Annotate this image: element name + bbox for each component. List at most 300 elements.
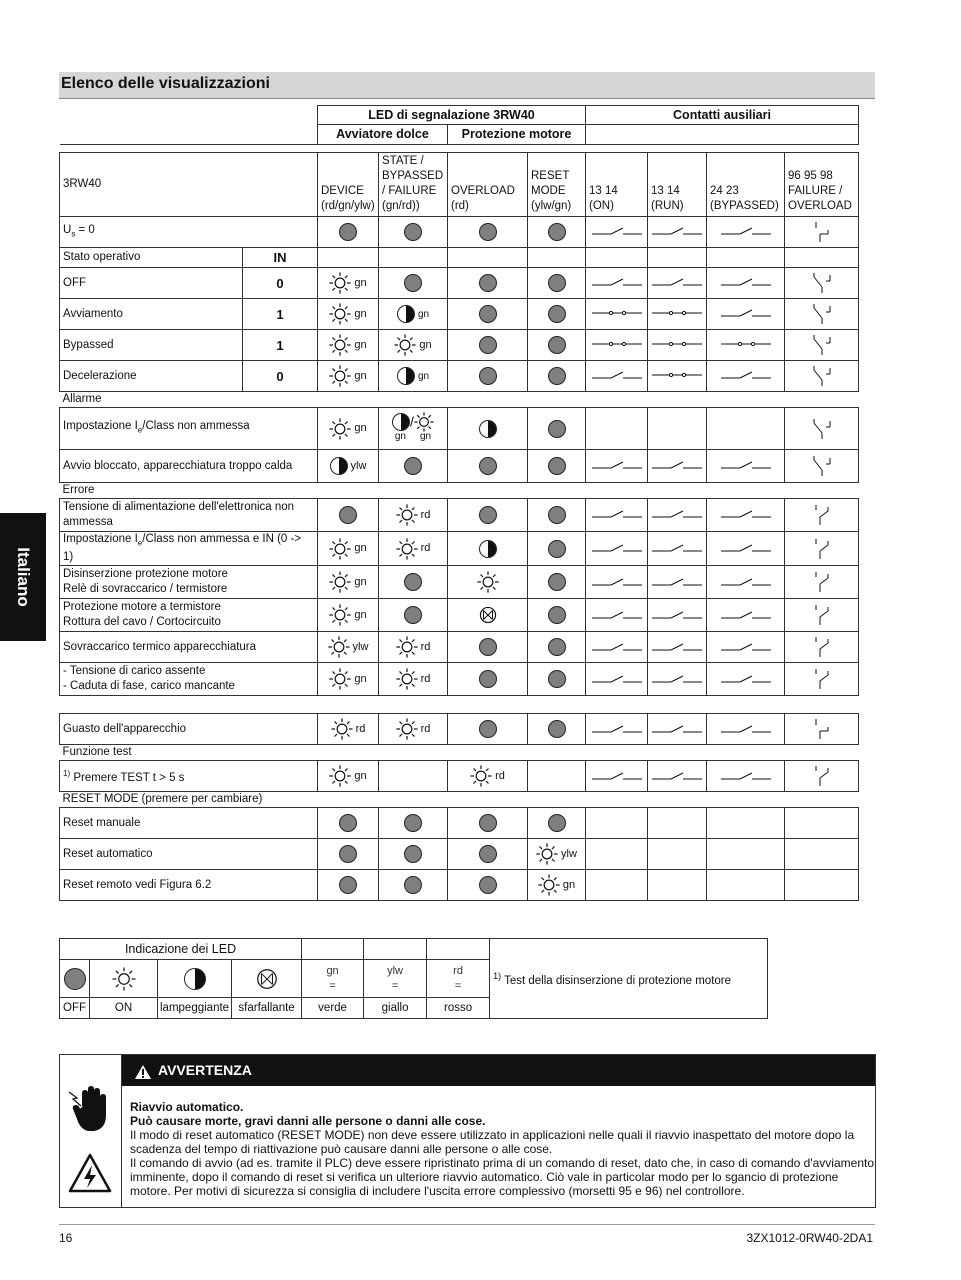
- switch-open-icon: [720, 276, 772, 288]
- led-cell: [448, 870, 528, 901]
- led-table: [59, 105, 859, 901]
- led-off-icon: [404, 606, 422, 624]
- section-label: Allarme: [60, 392, 318, 408]
- warning-box: [59, 1054, 876, 1208]
- contact-cell: [648, 839, 707, 870]
- led-off-icon: [479, 367, 497, 385]
- failure-contact-ok-icon: [808, 333, 836, 357]
- led-on-icon: [329, 272, 351, 294]
- led-cell: gn: [528, 870, 586, 901]
- table-row: [60, 599, 859, 632]
- led-off-icon: [548, 540, 566, 558]
- led-cell: rd: [448, 761, 528, 792]
- row-header-label: 3RW40: [60, 153, 318, 217]
- contact-cell: [586, 839, 648, 870]
- contact-cell: [707, 361, 785, 392]
- failure-contact-idle-icon: [808, 717, 836, 741]
- led-cell: [448, 599, 528, 632]
- led-cell: [528, 450, 586, 483]
- table-row: [60, 663, 859, 696]
- led-off-icon: [479, 670, 497, 688]
- failure-contact-ok-icon: [808, 271, 836, 295]
- led-cell: [379, 599, 448, 632]
- contact-cell: [648, 714, 707, 745]
- led-off-icon: [548, 367, 566, 385]
- switch-open-icon: [720, 542, 772, 554]
- led-cell: [379, 217, 448, 248]
- soft-starter-header: Avviatore dolce: [318, 125, 448, 145]
- led-on-icon: [396, 718, 418, 740]
- legend-on-icon: [90, 960, 158, 998]
- switch-open-icon: [720, 770, 772, 782]
- led-off-icon: [479, 876, 497, 894]
- contact-cell: [785, 299, 859, 330]
- row-label: Guasto dell'apparecchio: [60, 714, 318, 745]
- led-on-icon: [538, 874, 560, 896]
- led-blink-icon: [479, 420, 497, 438]
- failure-contact-ok-icon: [808, 302, 836, 326]
- page-title: Elenco delle visualizzazioni: [61, 75, 270, 92]
- switch-open-icon: [720, 225, 772, 237]
- contact-cell: [785, 761, 859, 792]
- led-on-icon: [477, 571, 499, 593]
- contact-cell: [586, 217, 648, 248]
- table-row: [60, 714, 859, 745]
- contact-cell: [707, 761, 785, 792]
- led-cell: ylw: [318, 632, 379, 663]
- led-cell: [379, 268, 448, 299]
- contact-cell: [648, 268, 707, 299]
- legend-rd-name: rosso: [427, 998, 490, 1019]
- contact-cell: [707, 839, 785, 870]
- contact-cell: [785, 268, 859, 299]
- switch-open-icon: [720, 369, 772, 381]
- led-cell: [528, 808, 586, 839]
- failure-contact-tripped-icon: [808, 570, 836, 594]
- led-cell: [528, 499, 586, 532]
- led-off-icon: [339, 845, 357, 863]
- legend-on-label: ON: [90, 998, 158, 1019]
- table-row: [60, 870, 859, 901]
- led-cell: [528, 217, 586, 248]
- switch-open-icon: [591, 609, 643, 621]
- in-value: 1: [243, 330, 318, 361]
- led-on-icon: [329, 418, 351, 440]
- led-cell: rd: [318, 714, 379, 745]
- led-cell: gn: [318, 761, 379, 792]
- table-row: [60, 839, 859, 870]
- column-header-5: 13 14 (RUN): [648, 153, 707, 217]
- led-off-icon: [479, 506, 497, 524]
- contact-cell: [586, 599, 648, 632]
- contact-cell: [648, 761, 707, 792]
- electric-hand-icon: [68, 1085, 112, 1137]
- contact-cell: [707, 532, 785, 566]
- led-cell: gn: [379, 330, 448, 361]
- page-number: 16: [59, 1231, 73, 1245]
- warning-body: Il modo di reset automatico (RESET MODE) non deve essere utilizzato in applicazioni nelle quali il riavvio inaspettato del motore dopo la scadenza del tempo di riattivazione può causare danni alle persone o alle cose. Il comando di avvio (ad es. tramite il PLC) deve essere ripristinato prima di un comando di reset, dato che, in caso di comando d'avviamento imminente, dopo il comando di reset si verifica un ulteriore riavvio automatico. Ciò vale in particolar modo per lo sgancio di protezione motore. Per motivi di sicurezza si consiglia di includere l'uscita errore complessivo (morsetti 95 e 96) nel controllore.: [130, 1128, 874, 1198]
- contact-cell: [586, 450, 648, 483]
- contact-cell: [785, 217, 859, 248]
- led-cell: [528, 330, 586, 361]
- table-row: [60, 330, 859, 361]
- led-off-icon: [404, 845, 422, 863]
- contact-cell: [648, 632, 707, 663]
- legend-title: Indicazione dei LED: [60, 939, 302, 960]
- contact-cell: [586, 499, 648, 532]
- table-row: [60, 408, 859, 450]
- switch-open-icon: [591, 369, 643, 381]
- led-off-icon: [339, 876, 357, 894]
- failure-contact-tripped-icon: [808, 537, 836, 561]
- contact-cell: [785, 714, 859, 745]
- switch-open-icon: [720, 723, 772, 735]
- led-on-icon: [329, 334, 351, 356]
- led-cell: [528, 632, 586, 663]
- row-label: Avvio bloccato, apparecchiatura troppo calda: [60, 450, 318, 483]
- led-cell: [448, 408, 528, 450]
- led-cell: gn: [379, 299, 448, 330]
- led-cell: gn: [318, 663, 379, 696]
- led-cell: [528, 408, 586, 450]
- contact-cell: [707, 714, 785, 745]
- section-row: [60, 745, 859, 761]
- led-off-icon: [548, 720, 566, 738]
- legend-gn-code: gn: [326, 964, 339, 977]
- led-cell: [448, 808, 528, 839]
- switch-open-icon: [720, 307, 772, 319]
- led-cell: gn: [318, 408, 379, 450]
- contact-cell: [586, 566, 648, 599]
- section-label: Errore: [60, 483, 318, 499]
- led-cell: ylw: [528, 839, 586, 870]
- led-cell: gn: [379, 361, 448, 392]
- warning-heading: AVVERTENZA: [158, 1062, 252, 1078]
- led-cell: [448, 532, 528, 566]
- failure-contact-tripped-icon: [808, 764, 836, 788]
- contact-cell: [785, 663, 859, 696]
- contact-cell: [707, 330, 785, 361]
- switch-closed-icon: [651, 307, 703, 319]
- legend-rd-code: rd: [453, 964, 463, 977]
- switch-open-icon: [651, 276, 703, 288]
- switch-open-icon: [591, 459, 643, 471]
- led-off-icon: [479, 457, 497, 475]
- switch-closed-icon: [651, 338, 703, 350]
- in-value: 1: [243, 299, 318, 330]
- led-off-icon: [548, 274, 566, 292]
- led-cell: [528, 599, 586, 632]
- led-cell: [448, 632, 528, 663]
- row-label: Reset manuale: [60, 808, 318, 839]
- switch-open-icon: [720, 459, 772, 471]
- led-on-icon: [328, 636, 350, 658]
- led-off-icon: [548, 457, 566, 475]
- row-label: Decelerazione: [60, 361, 243, 392]
- row-label: Protezione motore a termistore Rottura del cavo / Cortocircuito: [60, 599, 318, 632]
- contact-cell: [648, 663, 707, 696]
- row-label: $^{1)}$ Premere TEST t > 5 s: [60, 761, 318, 792]
- row-label: - Tensione di carico assente - Caduta di fase, carico mancante: [60, 663, 318, 696]
- contact-cell: [586, 870, 648, 901]
- led-off-icon: [548, 223, 566, 241]
- led-cell: [448, 268, 528, 299]
- table-row: [60, 532, 859, 566]
- switch-closed-icon: [651, 369, 703, 381]
- row-label: Bypassed: [60, 330, 243, 361]
- table-row: [60, 248, 859, 268]
- contact-cell: [707, 663, 785, 696]
- failure-contact-tripped-icon: [808, 635, 836, 659]
- section-row: [60, 792, 859, 808]
- led-blink-icon: [392, 413, 410, 431]
- led-off-icon: [339, 814, 357, 832]
- led-on-icon: [414, 412, 434, 432]
- contact-cell: [586, 299, 648, 330]
- led-on-icon: [396, 504, 418, 526]
- contact-cell: [785, 450, 859, 483]
- contact-cell: [707, 408, 785, 450]
- switch-open-icon: [651, 542, 703, 554]
- contact-cell: [648, 408, 707, 450]
- legend-gn-name: verde: [302, 998, 364, 1019]
- switch-open-icon: [720, 641, 772, 653]
- section-row: [60, 483, 859, 499]
- led-cell: [448, 499, 528, 532]
- led-on-icon: [329, 538, 351, 560]
- led-off-icon: [404, 814, 422, 832]
- contact-cell: [586, 268, 648, 299]
- led-cell: gn: [318, 268, 379, 299]
- led-cell: gn: [318, 330, 379, 361]
- warning-line1: Riavvio automatico.: [130, 1100, 244, 1114]
- legend-off-label: OFF: [60, 998, 90, 1019]
- in-value: 0: [243, 361, 318, 392]
- led-on-icon: [329, 765, 351, 787]
- warning-line2: Può causare morte, gravi danni alle persone o danni alle cose.: [130, 1114, 486, 1128]
- contact-cell: [586, 761, 648, 792]
- led-cell: / gn gn: [379, 408, 448, 450]
- led-on-icon: [394, 334, 416, 356]
- legend-ylw-code: ylw: [387, 964, 403, 977]
- led-on-icon: [112, 967, 136, 991]
- contact-cell: [707, 217, 785, 248]
- in-value: 0: [243, 268, 318, 299]
- contact-cell: [586, 532, 648, 566]
- switch-open-icon: [651, 459, 703, 471]
- switch-open-icon: [591, 641, 643, 653]
- led-on-icon: [329, 365, 351, 387]
- led-cell: gn: [318, 361, 379, 392]
- table-row: [60, 499, 859, 532]
- contact-cell: [785, 870, 859, 901]
- failure-contact-tripped-icon: [808, 667, 836, 691]
- led-flicker-icon: [479, 606, 497, 624]
- footer-divider: [59, 1224, 875, 1225]
- led-on-icon: [329, 604, 351, 626]
- switch-open-icon: [651, 576, 703, 588]
- document-code: 3ZX1012-0RW40-2DA1: [746, 1231, 873, 1245]
- legend-footnote: Test della disinserzione di protezione motore: [504, 974, 732, 987]
- row-label: Impostazione $I_e$/Class non ammessa: [60, 408, 318, 450]
- legend-ylw-name: giallo: [364, 998, 427, 1019]
- contact-cell: [648, 532, 707, 566]
- page-title-bar: [59, 72, 875, 99]
- switch-open-icon: [720, 508, 772, 520]
- contact-cell: [648, 808, 707, 839]
- led-blink-icon: [479, 540, 497, 558]
- led-off-icon: [479, 638, 497, 656]
- contact-cell: [707, 599, 785, 632]
- led-cell: [448, 330, 528, 361]
- failure-contact-tripped-icon: [808, 603, 836, 627]
- contact-cell: [648, 599, 707, 632]
- led-off-icon: [479, 814, 497, 832]
- column-header-0: DEVICE (rd/gn/ylw): [318, 153, 379, 217]
- row-label: Reset automatico: [60, 839, 318, 870]
- switch-open-icon: [651, 641, 703, 653]
- led-off-icon: [479, 274, 497, 292]
- led-blink-icon: [330, 457, 348, 475]
- failure-contact-ok-icon: [808, 364, 836, 388]
- contact-cell: [586, 632, 648, 663]
- led-cell: rd: [379, 499, 448, 532]
- table-row: [60, 808, 859, 839]
- switch-open-icon: [591, 225, 643, 237]
- led-cell: [448, 566, 528, 599]
- contact-cell: [648, 870, 707, 901]
- led-cell: [379, 566, 448, 599]
- contact-cell: [707, 499, 785, 532]
- led-off-icon: [404, 876, 422, 894]
- led-cell: [528, 361, 586, 392]
- column-header-7: 96 95 98 FAILURE / OVERLOAD: [785, 153, 859, 217]
- column-header-6: 24 23 (BYPASSED): [707, 153, 785, 217]
- failure-contact-ok-icon: [808, 417, 836, 441]
- led-on-icon: [396, 636, 418, 658]
- table-row: [60, 761, 859, 792]
- contact-cell: [785, 361, 859, 392]
- contact-cell: [707, 808, 785, 839]
- led-off-icon: [548, 305, 566, 323]
- failure-contact-idle-icon: [808, 220, 836, 244]
- led-cell: [448, 217, 528, 248]
- led-cell: rd: [379, 632, 448, 663]
- table-row: [60, 566, 859, 599]
- section-label: RESET MODE (premere per cambiare): [60, 792, 318, 808]
- switch-open-icon: [720, 609, 772, 621]
- contact-cell: [707, 566, 785, 599]
- led-on-icon: [536, 843, 558, 865]
- table-row: [60, 299, 859, 330]
- table-row: [60, 450, 859, 483]
- led-on-icon: [470, 765, 492, 787]
- contact-cell: [785, 599, 859, 632]
- column-header-3: RESET MODE (ylw/gn): [528, 153, 586, 217]
- led-cell: [448, 714, 528, 745]
- section-label: Funzione test: [60, 745, 318, 761]
- section-row: [60, 392, 859, 408]
- footnote-mark: 1): [493, 970, 502, 981]
- switch-closed-icon: [591, 338, 643, 350]
- contact-cell: [785, 566, 859, 599]
- row-label: Avviamento: [60, 299, 243, 330]
- warning-triangle-icon: [134, 1064, 152, 1080]
- switch-closed-icon: [720, 338, 772, 350]
- led-blink-icon: [397, 367, 415, 385]
- contact-cell: [648, 361, 707, 392]
- led-cell: [528, 566, 586, 599]
- switch-open-icon: [651, 225, 703, 237]
- row-label: Sovraccarico termico apparecchiatura: [60, 632, 318, 663]
- led-flicker-icon: [256, 968, 278, 990]
- led-cell: [379, 839, 448, 870]
- in-header: IN: [243, 248, 318, 268]
- switch-open-icon: [651, 723, 703, 735]
- contact-cell: [707, 450, 785, 483]
- led-cell: [318, 870, 379, 901]
- contact-cell: [785, 330, 859, 361]
- led-cell: [318, 217, 379, 248]
- led-cell: [379, 808, 448, 839]
- row-label: Disinserzione protezione motore Relè di sovraccarico / termistore: [60, 566, 318, 599]
- table-row: [60, 217, 859, 248]
- led-on-icon: [329, 303, 351, 325]
- led-cell: [448, 299, 528, 330]
- switch-open-icon: [720, 673, 772, 685]
- contact-cell: [785, 408, 859, 450]
- switch-closed-icon: [591, 307, 643, 319]
- led-cell: [448, 839, 528, 870]
- row-label: $U_s = 0$: [60, 217, 318, 248]
- led-cell: rd: [379, 532, 448, 566]
- led-cell: [448, 663, 528, 696]
- led-cell: gn: [318, 532, 379, 566]
- led-off-icon: [548, 814, 566, 832]
- contact-cell: [707, 870, 785, 901]
- led-off-icon: [548, 573, 566, 591]
- high-voltage-icon: [68, 1153, 112, 1193]
- column-header-4: 13 14 (ON): [586, 153, 648, 217]
- contact-cell: [648, 566, 707, 599]
- contact-cell: [785, 532, 859, 566]
- switch-open-icon: [651, 508, 703, 520]
- contact-cell: [586, 408, 648, 450]
- switch-open-icon: [720, 576, 772, 588]
- legend-blink-label: lampeggiante: [158, 998, 232, 1019]
- legend-blink-icon: [158, 960, 232, 998]
- led-cell: [379, 870, 448, 901]
- aux-group-header: Contatti ausiliari: [586, 106, 859, 125]
- language-tab: [0, 513, 46, 641]
- contact-cell: [586, 330, 648, 361]
- table-row: [60, 632, 859, 663]
- led-cell: rd: [379, 663, 448, 696]
- led-cell: ylw: [318, 450, 379, 483]
- led-cell: gn: [318, 599, 379, 632]
- switch-open-icon: [651, 770, 703, 782]
- led-off-icon: [548, 606, 566, 624]
- contact-cell: [586, 808, 648, 839]
- led-off-icon: [339, 506, 357, 524]
- contact-cell: [586, 714, 648, 745]
- led-off-icon: [404, 274, 422, 292]
- legend-flicker-icon: [232, 960, 302, 998]
- contact-cell: [707, 268, 785, 299]
- switch-open-icon: [591, 542, 643, 554]
- legend-off-icon: [60, 960, 90, 998]
- contact-cell: [785, 808, 859, 839]
